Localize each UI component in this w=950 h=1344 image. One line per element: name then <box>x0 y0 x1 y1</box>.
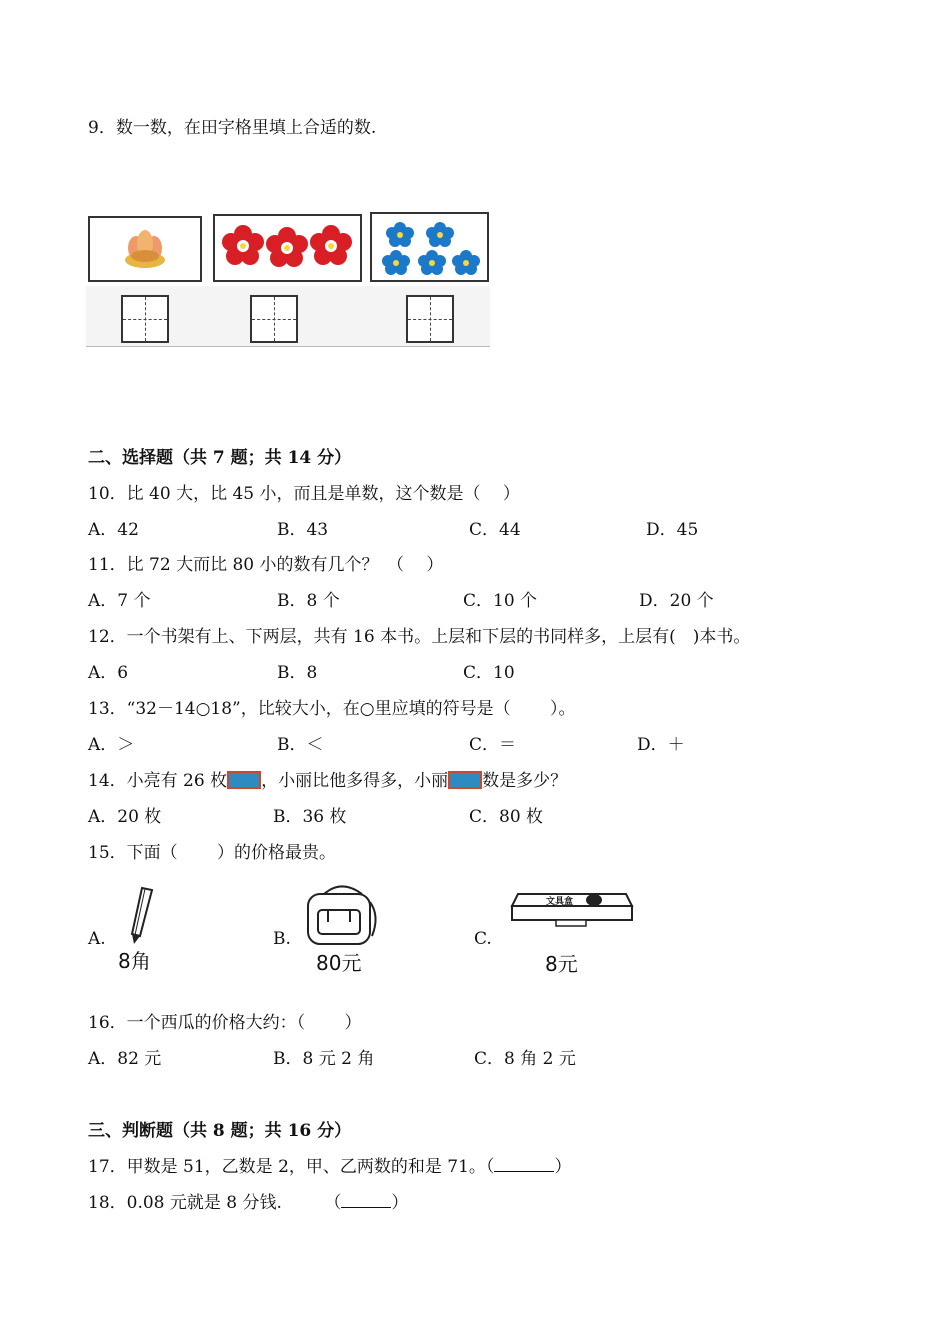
red-flower-icon <box>266 227 308 267</box>
blue-flower-icon <box>452 250 480 275</box>
blue-flower-icon <box>382 250 410 275</box>
q13-option-c[interactable]: C．＝ <box>469 735 517 755</box>
red-flower-icon <box>222 225 264 265</box>
q15-option-a[interactable]: A. <box>88 929 106 949</box>
q16-option-c[interactable]: C．8 角 2 元 <box>474 1049 576 1069</box>
q14-option-b[interactable]: B．36 枚 <box>273 807 347 827</box>
picture-box-2 <box>213 214 362 282</box>
q17-text <box>88 1156 571 1178</box>
q18-question: 18．0.08 元就是 8 分钱. （ <box>88 1193 342 1213</box>
stamp-icon <box>227 771 261 789</box>
q10-option-c[interactable]: C．44 <box>469 520 521 540</box>
tianzige-box-3[interactable] <box>406 295 454 343</box>
q15-option-c[interactable]: C. <box>474 929 492 949</box>
blue-flower-icon <box>418 250 446 275</box>
q14-text <box>88 770 567 792</box>
q13-option-b[interactable]: B．＜ <box>277 735 324 755</box>
q17-question: 17．甲数是 51，乙数是 2，甲、乙两数的和是 71。（ <box>88 1157 495 1177</box>
q16-text: 16．一个西瓜的价格大约：（ ） <box>88 1013 362 1033</box>
q15-text: 15．下面（ ）的价格最贵。 <box>88 843 337 863</box>
q14-option-c[interactable]: C．80 枚 <box>469 807 544 827</box>
price-pencil-box: 8元 <box>545 952 578 976</box>
price-backpack: 80元 <box>316 951 362 975</box>
q11-option-c[interactable]: C．10 个 <box>463 591 538 611</box>
q10-text: 10．比 40 大，比 45 小，而且是单数，这个数是（ ） <box>88 484 520 504</box>
section3-title: 三、判断题（共 8 题；共 16 分） <box>88 1121 352 1141</box>
q11-text: 11．比 72 大而比 80 小的数有几个？ （ ） <box>88 555 444 575</box>
q13-option-a[interactable]: A．＞ <box>88 735 135 755</box>
q11-option-a[interactable]: A．7 个 <box>88 591 151 611</box>
picture-box-3 <box>370 212 489 282</box>
q16-option-a[interactable]: A．82 元 <box>88 1049 162 1069</box>
price-pencil: 8角 <box>118 949 151 973</box>
lotus-flower-icon <box>90 218 200 280</box>
tianzige-box-2[interactable] <box>250 295 298 343</box>
q10-option-d[interactable]: D．45 <box>646 520 699 540</box>
tianzige-box-1[interactable] <box>121 295 169 343</box>
pencil-box-icon <box>506 884 636 934</box>
pencil-box-label: 文具盒 <box>546 897 574 907</box>
red-flower-icon <box>310 225 352 265</box>
q12-option-c[interactable]: C．10 <box>463 663 515 683</box>
q9-text: 9．数一数，在田字格里填上合适的数. <box>88 118 377 138</box>
q12-option-b[interactable]: B．8 <box>277 663 318 683</box>
q18-answer-blank[interactable] <box>341 1193 391 1208</box>
q14-text-a: 14．小亮有 26 枚 <box>88 771 228 791</box>
blue-flower-icon <box>386 222 414 247</box>
picture-box-1 <box>88 216 202 282</box>
q10-option-b[interactable]: B．43 <box>277 520 329 540</box>
q17-close: ） <box>554 1157 572 1177</box>
q12-text: 12．一个书架有上、下两层，共有 16 本书。上层和下层的书同样多，上层有( )本书。 <box>88 627 751 647</box>
q15-option-b[interactable]: B. <box>273 929 291 949</box>
blue-flower-icon <box>426 222 454 247</box>
q16-option-b[interactable]: B．8 元 2 角 <box>273 1049 375 1069</box>
q10-option-a[interactable]: A．42 <box>88 520 139 540</box>
q14-text-b: ，小丽比他多得多，小丽 <box>261 771 449 791</box>
red-flowers-icon <box>215 216 360 280</box>
q11-option-d[interactable]: D．20 个 <box>639 591 714 611</box>
pencil-icon <box>120 884 160 944</box>
q18-close: ） <box>391 1193 409 1213</box>
q14-option-a[interactable]: A．20 枚 <box>88 807 162 827</box>
section2-title: 二、选择题（共 7 题；共 14 分） <box>88 448 352 468</box>
q11-option-b[interactable]: B．8 个 <box>277 591 340 611</box>
q13-option-d[interactable]: D．＋ <box>637 735 685 755</box>
q18-text <box>88 1192 408 1214</box>
q14-text-c: 数是多少？ <box>482 771 568 791</box>
q17-answer-blank[interactable] <box>494 1157 554 1172</box>
q13-text: 13．“32－14○18”，比较大小，在○里应填的符号是（ ）。 <box>88 699 576 719</box>
backpack-icon <box>300 876 382 948</box>
q12-option-a[interactable]: A．6 <box>88 663 129 683</box>
blue-flowers-icon <box>372 214 487 280</box>
stamp-icon <box>448 771 482 789</box>
